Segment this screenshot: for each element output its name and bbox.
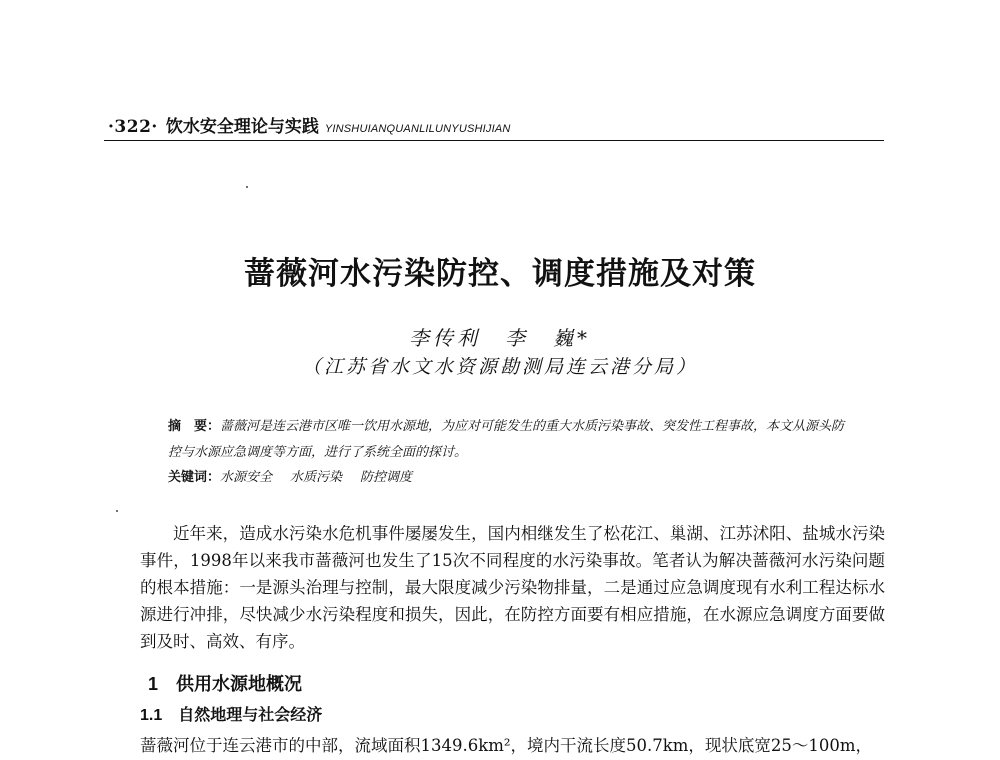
keywords-label: 关键词：: [168, 470, 221, 485]
running-header: [108, 112, 511, 137]
article-title: 蔷薇河水污染防控、调度措施及对策: [244, 256, 756, 292]
author-affiliation: （江苏省水文水资源勘测局连云港分局）: [301, 356, 698, 378]
scan-speck: [116, 510, 118, 512]
header-rule: [104, 140, 884, 141]
abstract-label: 摘 要：: [168, 419, 221, 434]
intro-paragraph: 近年来，造成水污染水危机事件屡屡发生，国内相继发生了松花江、巢湖、江苏沭阳、盐城水污染事件，1998年以来我市蔷薇河也发生了15次不同程度的水污染事故。笔者认为解决蔷薇河水污染问题的根本措施：一是源头治理与控制，最大限度减少污染物排量，二是通过应急调度现有水利工程达标水源进行冲排，尽快减少水污染程度和损失，因此，在防控方面要有相应措施，在水源应急调度方面要做到及时、高效、有序。: [140, 524, 885, 651]
page-number: ·322·: [108, 117, 158, 137]
author-list: 李传利 李 巍*: [409, 326, 591, 350]
keywords: [168, 466, 412, 485]
section-heading: 1 供用水源地概况: [148, 674, 303, 694]
keyword: 防控调度: [360, 470, 413, 485]
keyword: 水源安全: [220, 470, 273, 485]
keyword: 水质污染: [290, 470, 343, 485]
subsection-heading: 1.1 自然地理与社会经济: [140, 707, 323, 724]
abstract-text: 蔷薇河是连云港市区唯一饮用水源地，为应对可能发生的重大水质污染事故、突发性工程事故，本文从源头防控与水源应急调度等方面，进行了系统全面的探讨。: [168, 419, 845, 460]
book-title-pinyin: YINSHUIANQUANLILUNYUSHIJIAN: [324, 123, 511, 135]
abstract: [140, 414, 852, 466]
scan-speck: [246, 186, 248, 188]
paragraph-first-line: 蔷薇河位于连云港市的中部，流域面积1349.6km²，境内干流长度50.7km，现状底宽25～100m，: [140, 736, 873, 755]
book-title: 饮水安全理论与实践: [165, 117, 319, 137]
